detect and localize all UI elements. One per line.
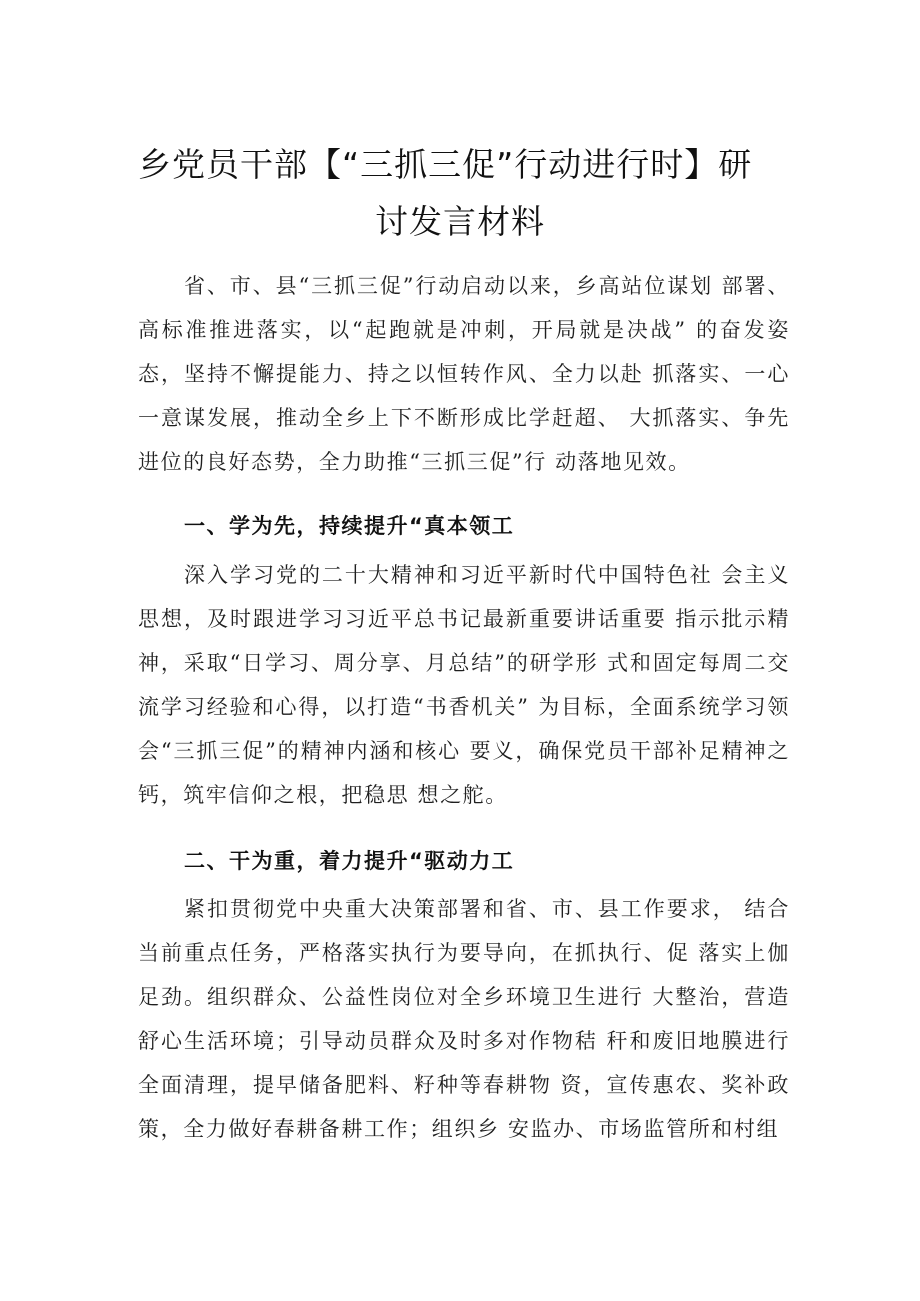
document-title-line-1: 乡党员干部【“三抓三促”行动进行时】研 [138,145,753,184]
document-title-line-2: 讨发言材料 [375,202,545,241]
intro-paragraph: 省、市、县“三抓三促”行动启动以来，乡高站位谋划 部署、高标准推进落实，以“起跑就是冲刺，开局就是决战” 的奋发姿态，坚持不懈提能力、持之以恒转作风、全力以赴 抓落实、一心一意谋发展，推动全乡上下不断形成比学赶超、 大抓落实、争先进位的良好态势，全力助推“三抓三促”行 动落地见效。 [138,274,790,474]
section-2-paragraph: 紧扣贯彻党中央重大决策部署和省、市、县工作要求， 结合当前重点任务，严格落实执行为要导向，在抓执行、促 落实上伽足劲。组织群众、公益性岗位对全乡环境卫生进行 大整治，营造舒心生活环境；引导动员群众及时多对作物秸 秆和废旧地膜进行全面清理，提早储备肥料、籽种等春耕物 资，宣传惠农、奖补政策，全力做好春耕备耕工作；组织乡 安监办、市场监管所和村组 [138,897,790,1141]
section-1-paragraph: 深入学习党的二十大精神和习近平新时代中国特色社 会主义思想，及时跟进学习习近平总书记最新重要讲话重要 指示批示精神，采取“日学习、周分享、月总结”的研学形 式和固定每周二交流学习经验和心得，以打造“书香机关” 为目标，全面系统学习领会“三抓三促”的精神内涵和核心 要义，确保党员干部补足精神之钙，筑牢信仰之根，把稳思 想之舵。 [138,563,790,807]
section-heading-2: 二、干为重，着力提升“驱动力工 [184,849,515,873]
section-heading-1: 一、学为先，持续提升“真本领工 [184,514,515,538]
